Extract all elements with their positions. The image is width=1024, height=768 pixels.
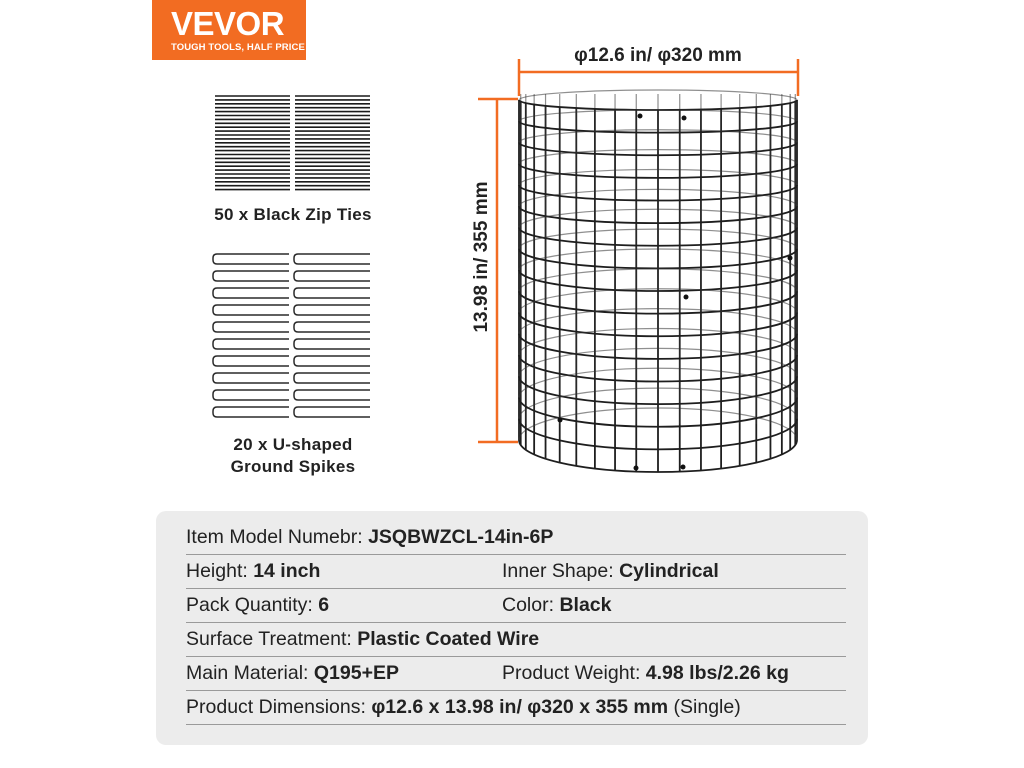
spec-label: Item Model Numebr: [186,526,369,548]
width-dimension-label: φ12.6 in/ φ320 mm [574,45,742,66]
zip-ties-caption-line: 50 x Black Zip Ties [214,205,372,224]
ground-spike [294,305,370,315]
ground-spike [213,271,289,281]
ground-spikes-caption-line: 20 x U-shaped [233,435,353,454]
spec-row-height [186,555,846,589]
spec-value: 6 [318,594,330,616]
spec-label: Product Dimensions: [186,696,372,718]
ground-spike [294,271,370,281]
spec-cell [186,589,329,622]
ground-spike [213,288,289,298]
cage-clip [681,465,686,470]
spec-cell [186,657,399,690]
cage-clip [788,256,793,261]
ground-spikes-icon [213,254,370,417]
zip-ties-caption [168,204,418,226]
cage-clip [558,418,563,423]
ground-spike [294,373,370,383]
ground-spike [294,390,370,400]
spec-cell [502,589,611,622]
ground-spike [294,339,370,349]
spec-row-material [186,657,846,691]
spec-row-dimensions [186,691,846,725]
spec-cell [502,555,719,588]
ground-spike [213,322,289,332]
spec-value: JSQBWZCL-14in-6P [368,526,554,548]
spec-cell [186,623,539,656]
ground-spike [294,356,370,366]
spec-value: φ12.6 x 13.98 in/ φ320 x 355 mm [371,696,669,718]
ground-spike [213,305,289,315]
ground-spike [213,390,289,400]
ground-spike [294,288,370,298]
ground-spikes-caption-line: Ground Spikes [230,457,356,476]
spec-value: Cylindrical [619,560,719,582]
spec-table [156,511,868,745]
cage-clip [638,114,643,119]
spec-row-surface [186,623,846,657]
spec-value: 14 inch [253,560,321,582]
spec-label: Pack Quantity: [186,594,319,616]
spec-label: Color: [502,594,560,616]
spec-note: (Single) [668,696,741,718]
spec-value: Black [559,594,612,616]
ground-spike [294,254,370,264]
ground-spike [213,356,289,366]
cage-clip [634,466,639,471]
brand-name: VEVOR [171,5,285,42]
spec-label: Inner Shape: [502,560,620,582]
spec-label: Main Material: [186,662,314,684]
spec-value: Q195+EP [313,662,399,684]
compost-bin-cage-icon [519,90,797,472]
spec-label: Product Weight: [502,662,646,684]
spec-label: Height: [186,560,254,582]
brand-tagline: TOUGH TOOLS, HALF PRICE [171,42,305,53]
cage-clip [684,295,689,300]
cage-clip [682,116,687,121]
ground-spike [294,407,370,417]
ground-spike [213,254,289,264]
spec-value: 4.98 lbs/2.26 kg [645,662,789,684]
ground-spike [213,339,289,349]
ground-spikes-caption [168,434,418,478]
zip-ties-icon [215,96,370,190]
spec-cell [186,521,553,554]
spec-value: Plastic Coated Wire [357,628,540,650]
ground-spike [294,322,370,332]
spec-row-model [186,521,846,555]
spec-cell [186,555,320,588]
ground-spike [213,373,289,383]
spec-row-quantity [186,589,846,623]
ground-spike [213,407,289,417]
spec-cell [186,691,741,724]
height-dimension-label: 13.98 in/ 355 mm [471,181,492,333]
spec-cell [502,657,789,690]
spec-label: Surface Treatment: [186,628,358,650]
